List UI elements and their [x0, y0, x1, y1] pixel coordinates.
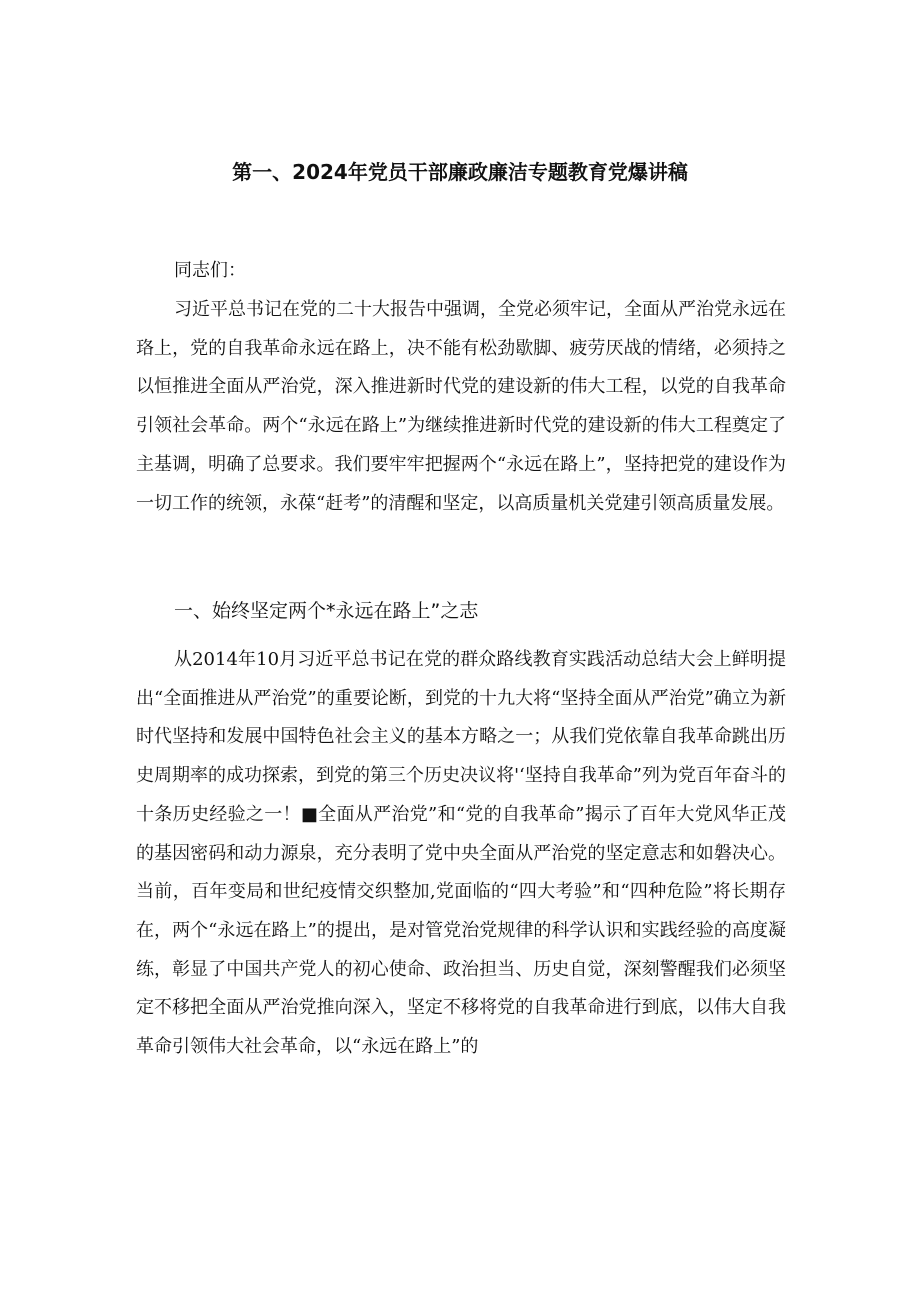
salutation: 同志们： — [174, 260, 246, 281]
document-title: 第一、2024年党员干部廉政廉洁专题教育党爆讲稿 — [232, 160, 688, 184]
body-paragraph: 从2014年10月习近平总书记在党的群众路线教育实践活动总结大会上鲜明提出“全面推进从严治党”的重要论断，到党的十九大将“坚持全面从严治党”确立为新时代坚持和发展中国特色社会主义的基本方略之一；从我们党依靠自我革命跳出历史周期率的成功探索，到党的第三个历史决议将'‘坚持自我革命”列为党百年奋斗的十条历史经验之一！■全面从严治党”和“党的自我革命”揭示了百年大党风华正茂的基因密码和动力源泉，充分表明了党中央全面从严治党的坚定意志和如磐决心。当前，百年变局和世纪疫情交织整加,党面临的“四大考验”和“四种危险”将长期存在，两个“永远在路上”的提出，是对管党治党规律的科学认识和实践经验的高度凝练，彰显了中国共产党人的初心使命、政治担当、历史自觉，深刻警醒我们必须坚定不移把全面从严治党推向深入，坚定不移将党的自我革命进行到底，以伟大自我革命引领伟大社会革命，以“永远在路上”的 — [136, 649, 786, 1058]
section-heading: 一、始终坚定两个*永远在路上”之志 — [174, 600, 479, 622]
body-paragraph: 习近平总书记在党的二十大报告中强调，全党必须牢记，全面从严治党永远在珞上，党的自我革命永远在路上，决不能有松劲歇脚、疲劳厌战的情绪，必须持之以恒推进全面从严治党，深入推进新时代党的建设新的伟大工程，以党的自我革命引领社会革命。两个“永远在路上”为继续推进新时代党的建设新的伟大工程奠定了主基调，明确了总要求。我们要牢牢把握两个“永远在路上”，坚持把党的建设作为一切工作的统领，永葆“赶考”的清醒和坚定，以高质量机关党建引领高质量发展。 — [136, 299, 786, 514]
